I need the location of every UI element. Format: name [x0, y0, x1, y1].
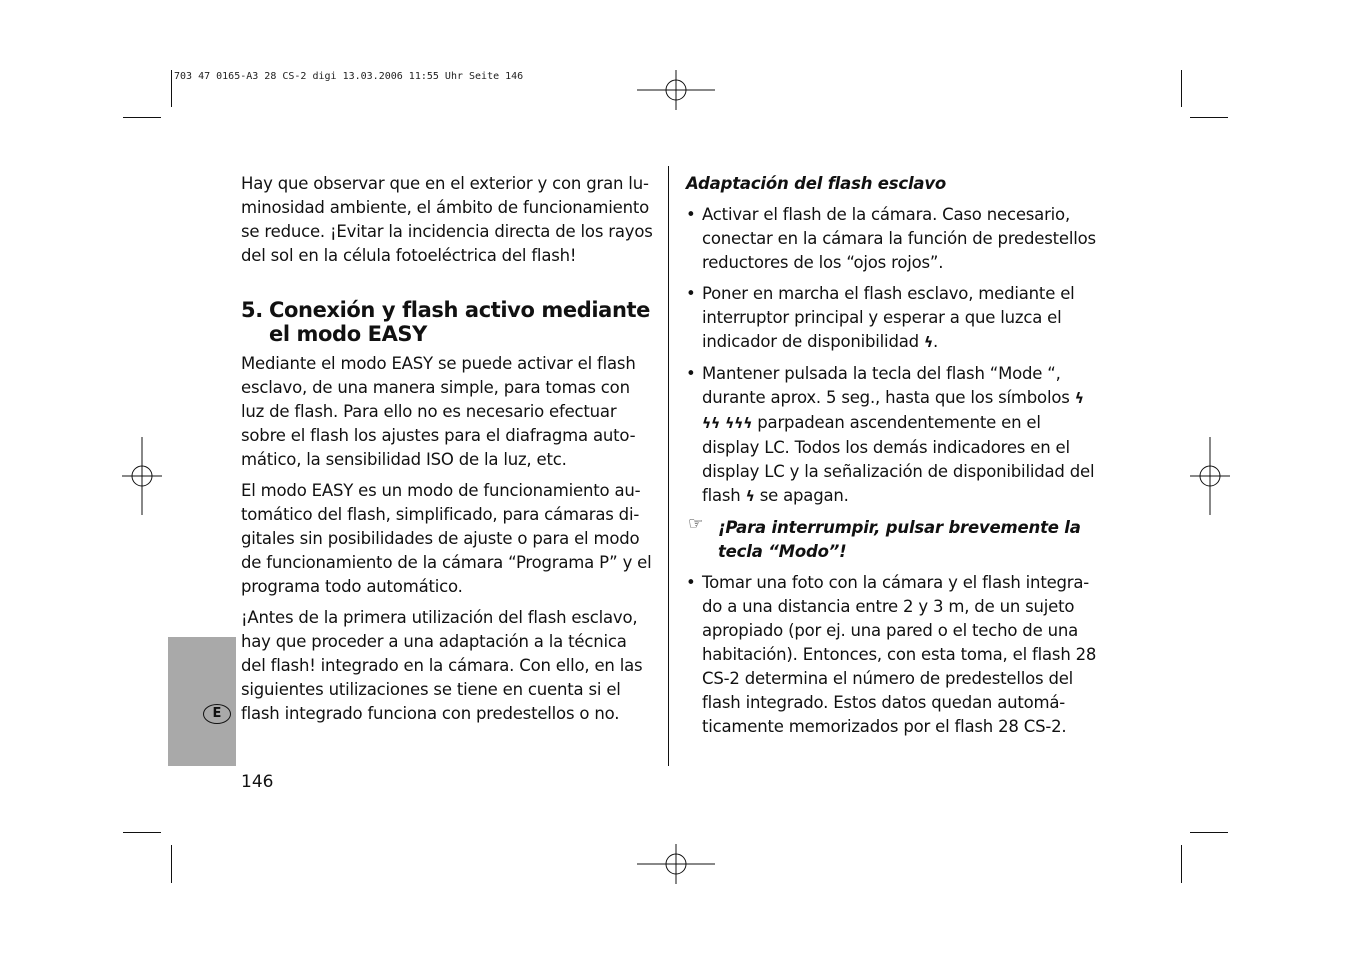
registration-mark-icon — [122, 437, 162, 515]
list-item — [686, 571, 1102, 739]
crop-mark — [123, 832, 161, 833]
flash-ready-icon: ϟ — [923, 335, 933, 351]
crop-mark — [1190, 117, 1228, 118]
list-item-text: Activar el flash de la cámara. Caso necesario, conectar en la cámara la función de predestellos reductores de los “ojos rojos”. — [702, 205, 1096, 272]
registration-mark-icon — [637, 70, 715, 110]
language-badge: E — [203, 704, 231, 724]
language-tab — [168, 637, 236, 766]
body-paragraph: ¡Antes de la primera utilización del flash esclavo, hay que proceder a una adaptación a la técnica del flash! integrado en la cámara. Con ello, en las siguientes utilizaciones se tiene en cuenta si el flash integrado funciona con predestellos o no. — [241, 608, 643, 723]
crop-mark — [123, 117, 161, 118]
instruction-list — [686, 571, 1102, 739]
intro-paragraph: Hay que observar que en el exterior y con gran lu-minosidad ambiente, el ámbito de funcionamiento se reduce. ¡Evitar la incidencia directa de los rayos del sol en la célula fotoeléctrica del flash! — [241, 174, 653, 265]
list-item-text: Poner en marcha el flash esclavo, mediante el interruptor principal y esperar a que luzca el indicador de disponibilidad — [702, 284, 1075, 351]
bullet-icon: • — [686, 205, 696, 224]
left-column — [241, 172, 653, 733]
section-heading — [241, 298, 653, 346]
section-number: 5. — [241, 298, 263, 322]
crop-mark — [1190, 832, 1228, 833]
spacer — [241, 275, 653, 298]
print-header: 703 47 0165-A3 28 CS-2 digi 13.03.2006 11:55 Uhr Seite 146 — [174, 71, 524, 82]
bullet-icon: • — [686, 573, 696, 592]
column-divider — [668, 166, 669, 766]
list-item-text: Tomar una foto con la cámara y el flash integra-do a una distancia entre 2 y 3 m, de un sujeto apropiado (por ej. una pared o el techo de una habitación). Entonces, con esta toma, el flash 28 CS-2 determina el número de predestellos del flash integrado. Estos datos quedan automá-ticamente memorizados por el flash 28 CS-2. — [702, 573, 1097, 736]
body-paragraph: El modo EASY es un modo de funcionamiento au-tomático del flash, simplificado, para cámaras di-gitales sin posibilidades de ajuste o para el modo de funcionamiento de la cámara “Programa P” y el programa todo automático. — [241, 481, 652, 596]
section-title-line1: Conexión y flash activo mediante — [269, 298, 650, 322]
list-item-text: se apagan. — [759, 486, 849, 505]
list-item — [686, 203, 1102, 275]
list-item-text: Mantener pulsada la tecla del flash “Mode “, durante aprox. 5 seg., hasta que los símbolos — [702, 364, 1070, 407]
list-item — [686, 282, 1102, 355]
flash-ready-icon: ϟ — [745, 489, 755, 505]
page-number: 146 — [241, 772, 274, 792]
crop-mark — [1181, 70, 1182, 107]
bullet-icon: • — [686, 364, 696, 383]
pointing-hand-icon: ☞ — [688, 514, 704, 534]
crop-mark — [171, 70, 172, 107]
note — [686, 516, 1102, 564]
list-item — [686, 362, 1102, 509]
body-paragraph: Mediante el modo EASY se puede activar el flash esclavo, de una manera simple, para tomas con luz de flash. Para ello no es necesario efectuar sobre el flash los ajustes para el diafragma auto-mático, la sensibilidad ISO de la luz, etc. — [241, 354, 636, 469]
section-title-line2: el modo EASY — [269, 322, 427, 346]
right-column — [686, 172, 1102, 746]
subheading: Adaptación del flash esclavo — [686, 174, 947, 193]
list-item-text: . — [933, 332, 939, 351]
crop-mark — [1181, 845, 1182, 883]
flash-single-icon: ϟ — [1074, 391, 1084, 407]
list-item-text: parpadean ascendentemente en el display LC. Todos los demás indicadores en el display LC y la señalización de disponibilidad del flash — [702, 413, 1095, 505]
instruction-list — [686, 203, 1102, 509]
note-text: ¡Para interrumpir, pulsar brevemente la tecla “Modo”! — [718, 518, 1081, 561]
flash-triple-icon: ϟϟϟ — [725, 416, 753, 432]
flash-double-icon: ϟϟ — [702, 416, 721, 432]
registration-mark-icon — [1190, 437, 1230, 515]
bullet-icon: • — [686, 284, 696, 303]
crop-mark — [171, 845, 172, 883]
registration-mark-icon — [637, 844, 715, 884]
